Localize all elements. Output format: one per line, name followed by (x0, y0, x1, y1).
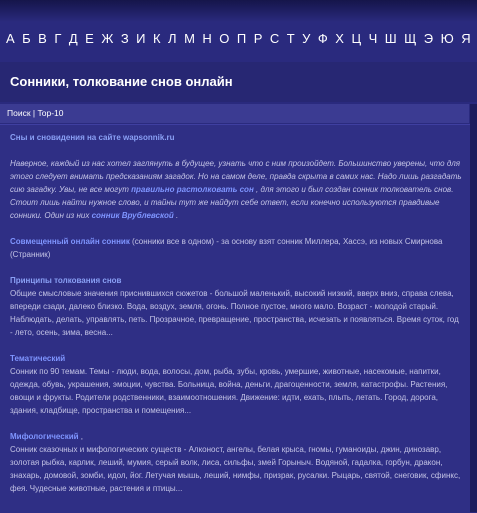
letter-link[interactable]: Х (335, 31, 344, 46)
letter-link[interactable]: Я (461, 31, 471, 46)
alphabet-nav (0, 31, 477, 46)
letter-link[interactable]: Л (168, 31, 177, 46)
search-link[interactable]: Поиск (7, 108, 31, 118)
principles-heading: Принципы толкования снов (10, 276, 122, 285)
nav-bar (0, 104, 469, 123)
scrollbar[interactable] (470, 104, 477, 512)
letter-link[interactable]: Б (22, 31, 31, 46)
vrublevskaya-link[interactable]: сонник Врублевской (91, 211, 174, 220)
letter-link[interactable]: А (6, 31, 15, 46)
interpret-dream-link[interactable]: правильно растолковать сон (131, 185, 254, 194)
page-title: Сонники, толкование снов онлайн (10, 74, 233, 89)
letter-link[interactable]: Ф (317, 31, 328, 46)
letter-link[interactable]: Е (85, 31, 94, 46)
letter-link[interactable]: О (219, 31, 230, 46)
combined-dreambook-link[interactable]: Совмещенный онлайн сонник (10, 237, 130, 246)
letter-link[interactable]: Р (253, 31, 263, 46)
letter-link[interactable]: Э (423, 31, 434, 46)
thematic-link[interactable]: Тематический (10, 354, 66, 363)
letter-link[interactable]: Щ (404, 31, 417, 46)
principles-text: Общие смысловые значения приснившихся сюжетов - большой маленький, высокий низкий, вверх вниз, справа слева, впереди сзади, далеко близко. Вода, воздух, земля, огонь. Полное пустое, много мало. Возраст - молодой старый. Наблюдать, делать, управлять, петь. Прозрачное, превращение, пространства, исчезать и появляться. Время суток, год - лето, осень, зима, весна... (10, 289, 459, 337)
intro-paragraph: Наверное, каждый из нас хотел заглянуть в будущее, узнать что с ним произойдет. Большинство уверены, что для этого следует внимать предсказаниям загадок. Но на самом деле, правда скрыта в самих нас. Надо лишь разгадать сию загадку. Увы, не все могут правильно растолковать сон , для этого и был создан сонник толкователь снов. Стоит лишь найти нужное слово, и тайны тут же найдут себе ответ, если конечно используются правдивые сонники. Один из них сонник Врублевской . (10, 159, 462, 220)
letter-link[interactable]: В (38, 31, 47, 46)
letter-link[interactable]: П (236, 31, 247, 46)
combined-section: Совмещенный онлайн сонник (сонники все в одном) - за основу взят сонник Миллера, Хассэ, из новых Смирнова (Странник) (10, 237, 443, 259)
letter-link[interactable]: Г (54, 31, 62, 46)
thematic-text: Сонник по 90 темам. Темы - люди, вода, волосы, дом, рыба, зубы, кровь, умершие, животные, насекомые, напитки, одежда, обувь, украшения, эмоции, чувства. Больница, война, деньги, драгоценности, земля, катастрофы. Растения, овощи и фрукты. Родители родственники, взаимоотношения. Движение: идти, ехать, плыть, летать. Город, дорога, здания, кладбище, пространства и помещения... (10, 367, 448, 415)
letter-link[interactable]: Т (286, 31, 295, 46)
top-decoration (0, 0, 477, 22)
letter-link[interactable]: И (136, 31, 146, 46)
main-content (10, 131, 462, 495)
letter-link[interactable]: С (269, 31, 280, 46)
letter-link[interactable]: Ж (101, 31, 114, 46)
letter-link[interactable]: З (120, 31, 129, 46)
letter-link[interactable]: Ч (368, 31, 378, 46)
intro-heading: Сны и сновидения на сайте wapsonnik.ru (10, 133, 175, 142)
letter-link[interactable]: М (184, 31, 195, 46)
nav-separator: | (30, 108, 38, 118)
top10-link[interactable]: Top-10 (37, 108, 64, 118)
letter-link[interactable]: Д (68, 31, 78, 46)
letter-link[interactable]: К (152, 31, 161, 46)
mythological-text: Сонник сказочных и мифологических существ - Алконост, ангелы, белая крыса, гномы, гуманоиды, джин, динозавр, золотая рыбка, карлик, леший, мумия, серый волк, лиса, сильфы, змей Горыныч. Водяной, гадалка, горбун, дракон, знахарь, домовой, зомби, идол, йог. Летучая мышь, леший, нимфы, призрак, русалки. Рыцарь, святой, снеговик, сфинкс, фея. Чудесные животные, растения и птицы... (10, 445, 461, 493)
letter-link[interactable]: Н (202, 31, 212, 46)
letter-link[interactable]: Ю (440, 31, 454, 46)
letter-link[interactable]: Ш (384, 31, 397, 46)
thematic-heading (10, 352, 462, 365)
mythological-link[interactable]: Мифологический (10, 432, 79, 441)
letter-link[interactable]: Ц (351, 31, 362, 46)
letter-link[interactable]: У (302, 31, 311, 46)
mythological-heading: Мифологический , (10, 432, 84, 441)
